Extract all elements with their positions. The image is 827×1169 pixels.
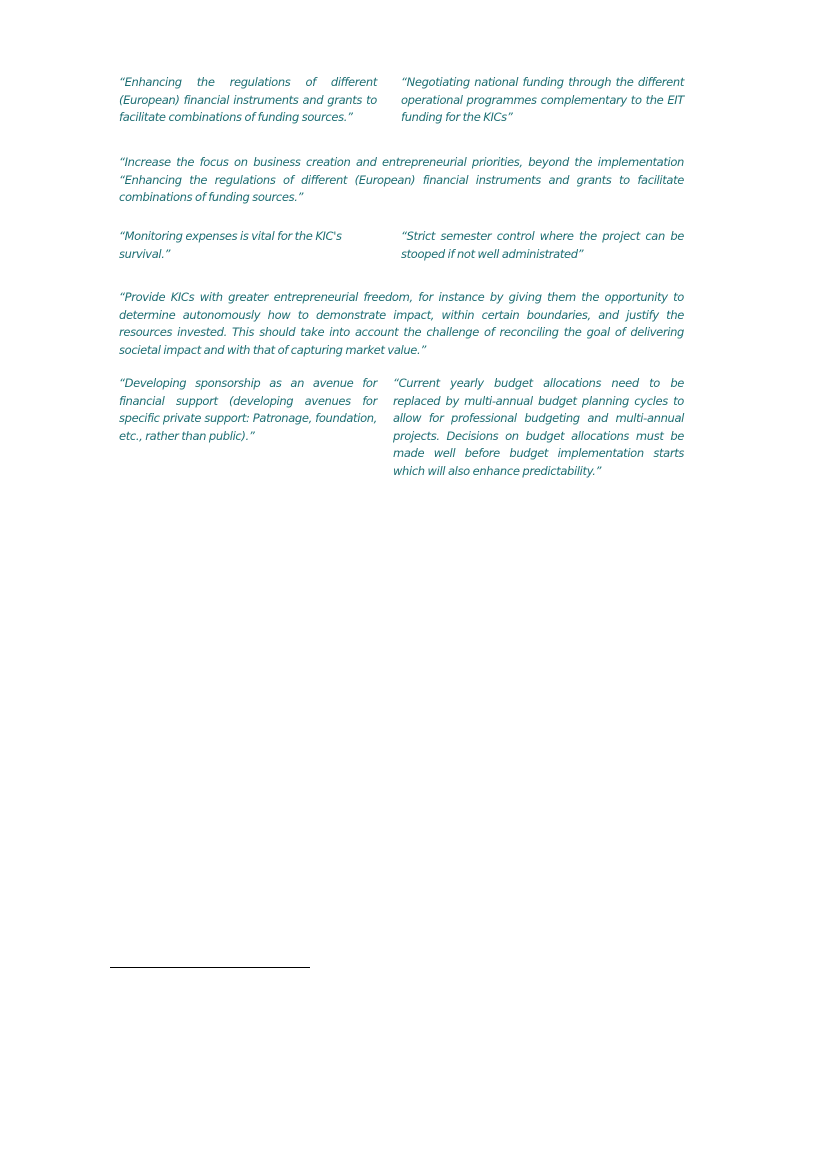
quote-business-creation: “Increase the focus on business creation and entrepreneurial priorities, beyond the implementation “Enhancing the regulations of different (European) financial instruments and grants to facilitate combinations of funding sources.”: [119, 155, 684, 204]
footnote-separator: [110, 967, 310, 968]
quote-national-funding: “Negotiating national funding through the different operational programmes complementary to the EIT funding for the KICs”: [401, 75, 684, 124]
quote-budget-allocations: “Current yearly budget allocations need to be replaced by multi-annual budget planning cycles to allow for professional budgeting and multi-annual projects. Decisions on budget allocations must be made well before budget implementation starts which will also enhance predictability.”: [393, 376, 684, 478]
quote-entrepreneurial-freedom: “Provide KICs with greater entrepreneurial freedom, for instance by giving them the opportunity to determine autonomously how to demonstrate impact, within certain boundaries, and justify the resources invested. This should take into account the challenge of reconciling the goal of delivering societal impact and with that of capturing market value.”: [119, 290, 684, 357]
quote-sponsorship: “Developing sponsorship as an avenue for financial support (developing avenues for specific private support: Patronage, foundation, etc., rather than public).”: [119, 376, 377, 443]
quote-monitoring-expenses: “Monitoring expenses is vital for the KIC's survival.”: [119, 229, 342, 261]
quote-semester-control: “Strict semester control where the project can be stooped if not well administrated”: [401, 229, 684, 261]
quote-financial-instruments: “Enhancing the regulations of different (European) financial instruments and grants to facilitate combinations of funding sources.”: [119, 75, 377, 124]
